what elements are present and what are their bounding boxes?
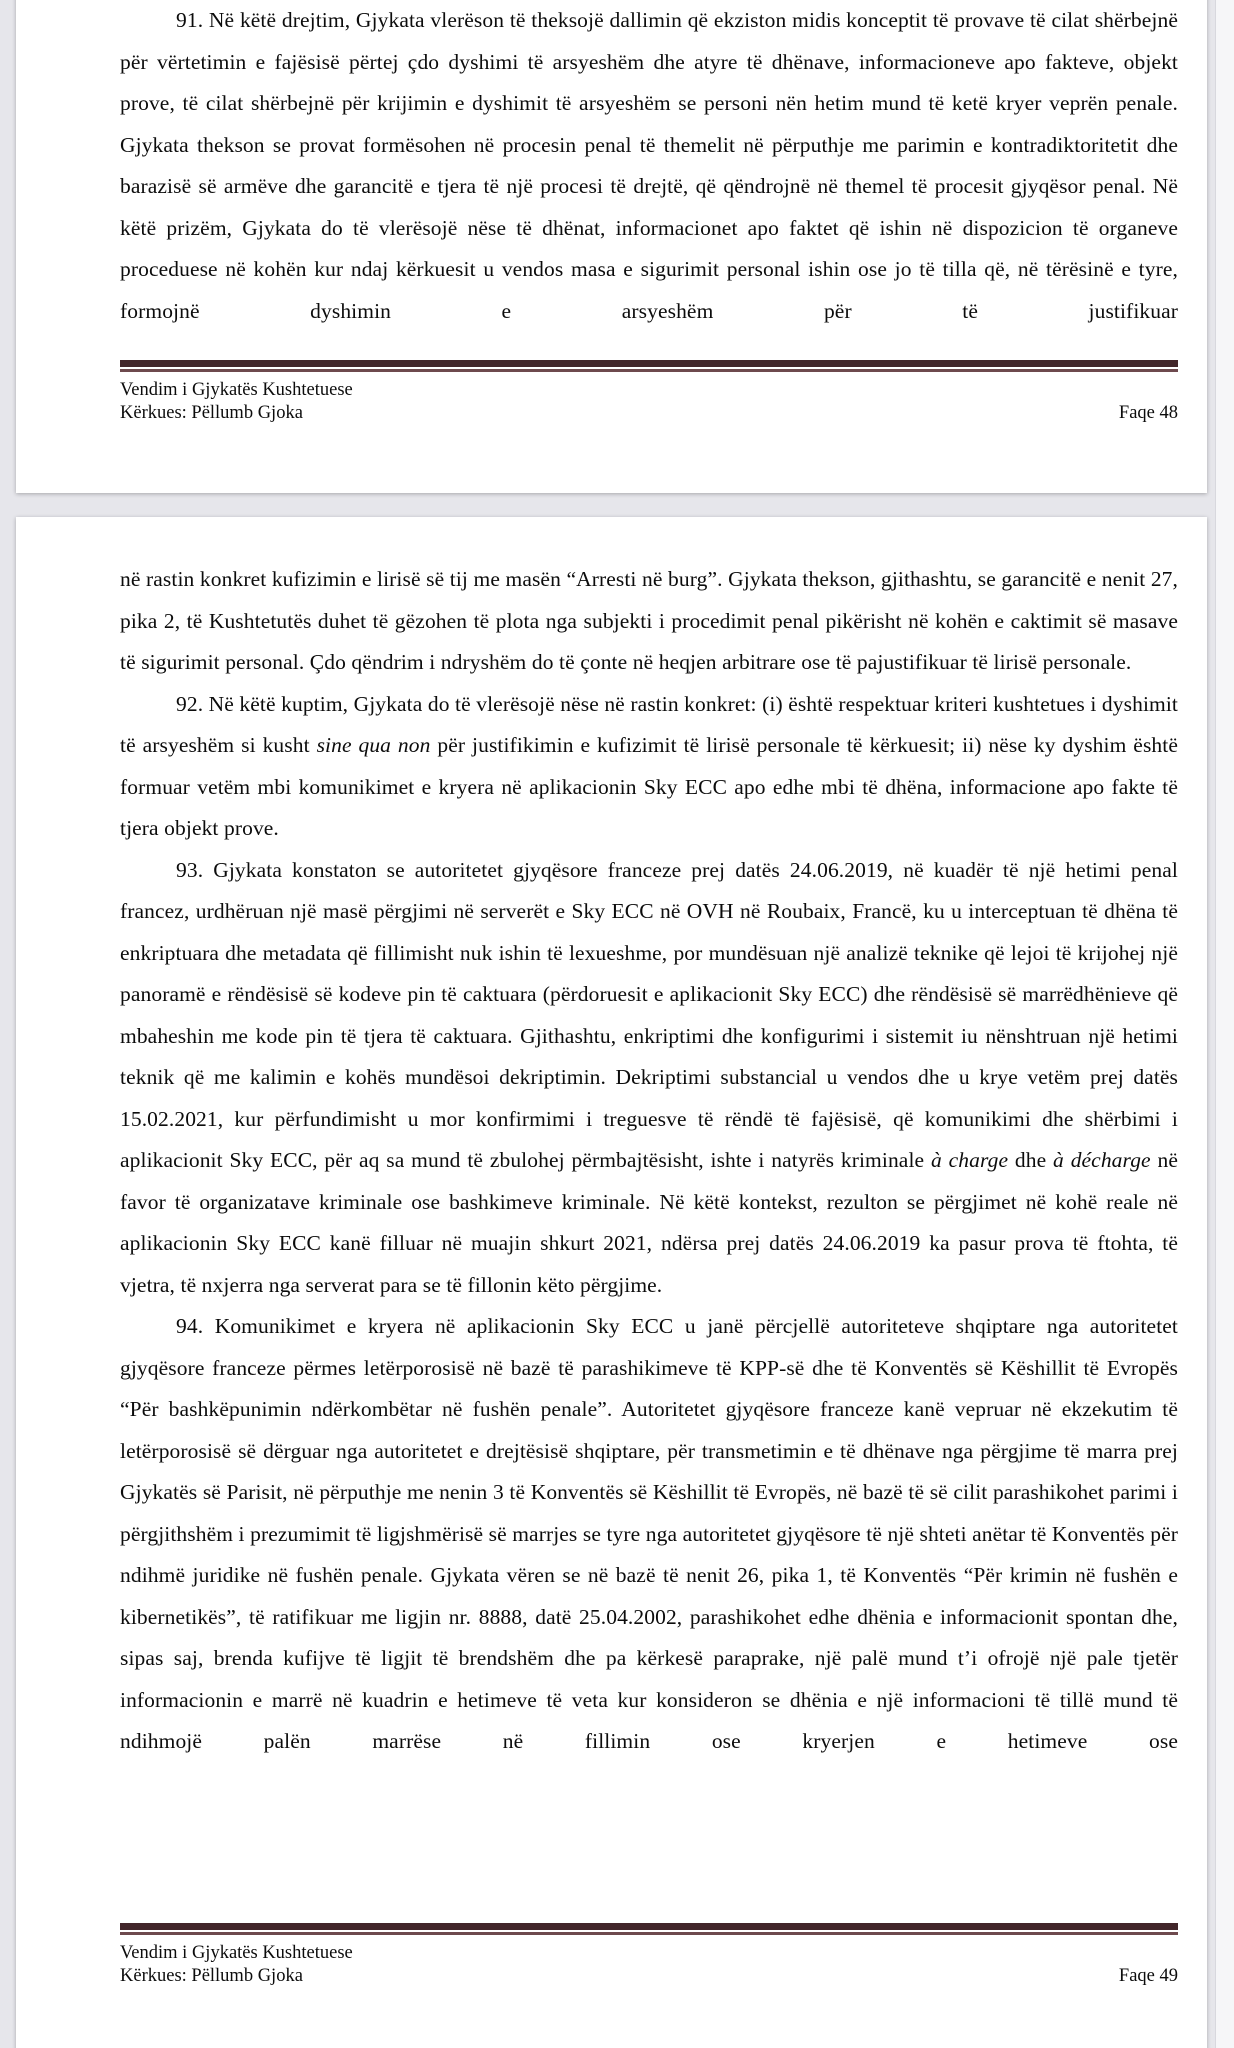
scrollbar-track[interactable] xyxy=(1215,0,1234,2048)
footer-doc-title: Vendim i Gjykatës Kushtetuese xyxy=(120,1943,353,1963)
page-49-footer xyxy=(120,1923,1178,1988)
footer-page-number: Faqe 49 xyxy=(1118,1966,1178,1986)
footer-rule xyxy=(120,1923,1178,1935)
italic-run: sine qua non xyxy=(316,733,431,757)
footer-doc-title: Vendim i Gjykatës Kushtetuese xyxy=(120,380,353,400)
page-49-text xyxy=(120,559,1178,1925)
paragraph: 92. Në këtë kuptim, Gjykata do të vlerësojë nëse në rastin konkret: (i) është respektuar kriteri kushtetues i dyshimit të arsyeshëm si kusht sine qua non për justifikimin e kufizimit të lirisë personale të kërkuesit; ii) nëse ky dyshim është formuar vetëm mbi komunikimet e kryera në aplikacionin Sky ECC apo edhe mbi të dhëna, informacione apo fakte të tjera objekt prove. xyxy=(120,691,1178,840)
footer-rule xyxy=(120,360,1178,372)
page-48 xyxy=(16,0,1207,493)
footer-page-number: Faqe 48 xyxy=(1118,403,1178,423)
footer-requester: Kërkues: Pëllumb Gjoka xyxy=(120,1966,303,1986)
page-49 xyxy=(16,517,1207,2048)
italic-run: à décharge xyxy=(1053,1148,1151,1172)
paragraph: 91. Në këtë drejtim, Gjykata vlerëson të theksojë dallimin që ekziston midis konceptit të provave të cilat shërbejnë për vërtetimin e fajësisë përtej çdo dyshimi të arsyeshëm dhe atyre të dhënave, informacioneve apo fakteve, objekt prove, të cilat shërbejnë për krijimin e dyshimit të arsyeshëm se personi nën hetim mund të ketë kryer veprën penale. Gjykata thekson se provat formësohen në procesin penal të themelit në përputhje me parimin e kontradiktoritetit dhe barazisë së armëve dhe garancitë e tjera të një procesi të drejtë, që qëndrojnë në themel të procesit gjyqësor penal. Në këtë prizëm, Gjykata do të vlerësojë nëse të dhënat, informacionet apo faktet që ishin në dispozicion të organeve proceduese në kohën kur ndaj kërkuesit u vendos masa e sigurimit personal ishin ose jo të tilla që, në tërësinë e tyre, formojnë dyshimin e arsyeshëm për të justifikuar xyxy=(120,8,1178,323)
paragraph: 93. Gjykata konstaton se autoritetet gjyqësore franceze prej datës 24.06.2019, në kuadër të një hetimi penal francez, urdhëruan një masë përgjimi në serverët e Sky ECC në OVH në Roubaix, Francë, ku u interceptuan të dhëna të enkriptuara dhe metadata që fillimisht nuk ishin të lexueshme, por mundësuan një analizë teknike që lejoi të krijohej një panoramë e rëndësisë së kodeve pin të caktuara (përdoruesit e aplikacionit Sky ECC) dhe rëndësisë së marrëdhënieve që mbaheshin me kode pin të tjera të caktuara. Gjithashtu, enkriptimi dhe konfigurimi i sistemit iu nënshtruan një hetimi teknik që me kalimin e kohës mundësoi dekriptimin. Dekriptimi substancial u vendos dhe u krye vetëm prej datës 15.02.2021, kur përfundimisht u mor konfirmimi i treguesve të rëndë të fajësisë, që komunikimi dhe shërbimi i aplikacionit Sky ECC, për aq sa mund të zbulohej përmbajtësisht, ishte i natyrës kriminale à charge dhe à décharge në favor të organizatave kriminale ose bashkimeve kriminale. Në këtë kontekst, rezulton se përgjimet në kohë reale në aplikacionin Sky ECC kanë filluar në muajin shkurt 2021, ndërsa prej datës 24.06.2019 ka pasur prova të ftohta, të vjetra, të nxjerra nga serverat para se të fillonin këto përgjime. xyxy=(120,857,1178,1297)
page-48-text xyxy=(120,0,1178,358)
page-48-footer xyxy=(120,360,1178,425)
paragraph: 94. Komunikimet e kryera në aplikacionin Sky ECC u janë përcjellë autoriteteve shqiptare nga autoritetet gjyqësore franceze përmes letërporosisë në bazë të parashikimeve të KPP-së dhe të Konventës së Këshillit të Evropës “Për bashkëpunimin ndërkombëtar në fushën penale”. Autoritetet gjyqësore franceze kanë vepruar në ekzekutim të letërporosisë së dërguar nga autoritetet e drejtësisë shqiptare, për transmetimin e të dhënave nga përgjime të marra prej Gjykatës së Parisit, në përputhje me nenin 3 të Konventës së Këshillit të Evropës, në bazë të së cilit parashikohet parimi i përgjithshëm i prezumimit të ligjshmërisë së marrjes se tyre nga autoritetet gjyqësore të një shteti anëtar të Konventës për ndihmë juridike në fushën penale. Gjykata vëren se në bazë të nenit 26, pika 1, të Konventës “Për krimin në fushën e kibernetikës”, të ratifikuar me ligjin nr. 8888, datë 25.04.2002, parashikohet edhe dhënia e informacionit spontan dhe, sipas saj, brenda kufijve të ligjit të brendshëm dhe pa kërkesë paraprake, një palë mund t’i ofrojë një pale tjetër informacionin e marrë në kuadrin e hetimeve të veta kur konsideron se dhënia e një informacioni të tillë mund të ndihmojë palën marrëse në fillimin ose kryerjen e hetimeve ose xyxy=(120,1314,1178,1753)
footer-requester: Kërkues: Pëllumb Gjoka xyxy=(120,403,303,423)
paragraph: në rastin konkret kufizimin e lirisë së tij me masën “Arresti në burg”. Gjykata thekson, gjithashtu, se garancitë e nenit 27, pika 2, të Kushtetutës duhet të gëzohen të plota nga subjekti i procedimit penal pikërisht në kohën e caktimit së masave të sigurimit personal. Çdo qëndrim i ndryshëm do të çonte në heqjen arbitrare ose të pajustifikuar të lirisë personale. xyxy=(120,567,1178,674)
italic-run: à charge xyxy=(930,1148,1009,1172)
